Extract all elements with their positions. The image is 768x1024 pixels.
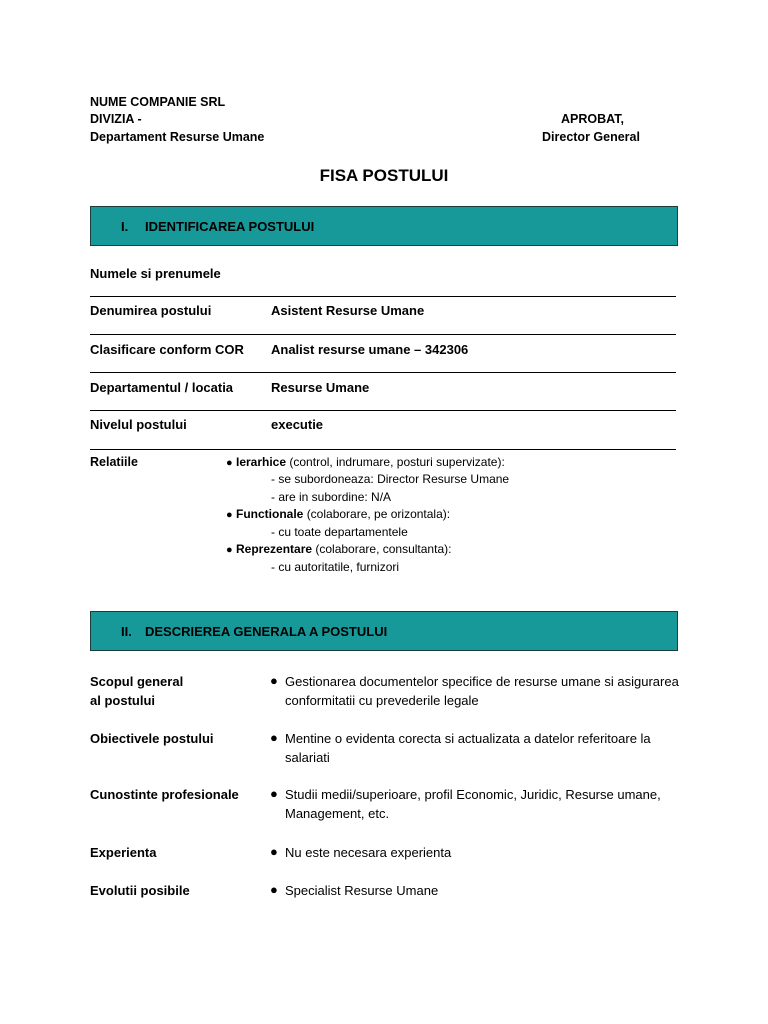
row-label-objectives: Obiectivele postului	[90, 731, 214, 746]
row-value-job-title: Asistent Resurse Umane	[271, 303, 425, 318]
relation-item: - cu autoritatile, furnizori	[271, 560, 400, 574]
relation-item: - se subordoneaza: Director Resurse Umane	[271, 472, 510, 486]
bullet-icon: ●	[270, 882, 278, 897]
relation-hierarchical	[226, 454, 505, 473]
bullet-icon: ●	[226, 457, 233, 469]
row-label-department: Departamentul / locatia	[90, 380, 234, 395]
row-label-evolution: Evolutii posibile	[90, 883, 190, 898]
relation-title: Reprezentare	[236, 542, 313, 556]
relation-title: Ierarhice	[236, 455, 287, 469]
objectives-text-2: salariati	[285, 750, 330, 765]
row-value-level: executie	[271, 417, 324, 432]
section-1-title: IDENTIFICAREA POSTULUI	[145, 219, 315, 234]
relation-representation	[226, 541, 451, 560]
bullet-icon: ●	[270, 786, 278, 801]
approver-title: Director General	[542, 130, 640, 144]
bullet-icon: ●	[226, 509, 233, 521]
purpose-text-2: conformitatii cu prevederile legale	[285, 693, 479, 708]
purpose-text: Gestionarea documentelor specifice de resurse umane si asigurarea	[285, 674, 679, 689]
department: Departament Resurse Umane	[90, 130, 265, 144]
experience-text: Nu este necesara experienta	[285, 845, 452, 860]
relation-desc: (colaborare, consultanta):	[315, 542, 452, 556]
section-1-header	[90, 206, 678, 246]
approved-label: APROBAT,	[561, 112, 624, 126]
divider	[90, 296, 676, 297]
section-2-number: II.	[121, 624, 132, 639]
division: DIVIZIA -	[90, 112, 142, 126]
row-value-cor: Analist resurse umane – 342306	[271, 342, 469, 357]
section-1-number: I.	[121, 219, 129, 234]
row-label-purpose: Scopul general	[90, 674, 184, 689]
relation-desc: (control, indrumare, posturi supervizate):	[289, 455, 505, 469]
row-label-experience: Experienta	[90, 845, 157, 860]
bullet-icon: ●	[270, 673, 278, 688]
row-value-department: Resurse Umane	[271, 380, 370, 395]
evolution-text: Specialist Resurse Umane	[285, 883, 439, 898]
relation-desc: (colaborare, pe orizontala):	[306, 507, 451, 521]
row-label-cor: Clasificare conform COR	[90, 342, 244, 357]
objectives-text: Mentine o evidenta corecta si actualizata a datelor referitoare la	[285, 731, 651, 746]
relation-item: - are in subordine: N/A	[271, 490, 392, 504]
knowledge-text-2: Management, etc.	[285, 806, 390, 821]
section-2-header	[90, 611, 678, 651]
row-label-name: Numele si prenumele	[90, 266, 221, 281]
section-2-title: DESCRIEREA GENERALA A POSTULUI	[145, 624, 388, 639]
divider	[90, 449, 676, 450]
relation-functional	[226, 506, 450, 525]
row-label-purpose-2: al postului	[90, 693, 155, 708]
relations-label: Relatiile	[90, 455, 138, 469]
divider	[90, 372, 676, 373]
relation-item: - cu toate departamentele	[271, 525, 408, 539]
divider	[90, 410, 676, 411]
page-title: FISA POSTULUI	[319, 166, 449, 185]
divider	[90, 334, 676, 335]
bullet-icon: ●	[270, 730, 278, 745]
row-label-level: Nivelul postului	[90, 417, 187, 432]
row-label-knowledge: Cunostinte profesionale	[90, 787, 239, 802]
relation-title: Functionale	[236, 507, 304, 521]
company-name: NUME COMPANIE SRL	[90, 95, 226, 109]
knowledge-text: Studii medii/superioare, profil Economic, Juridic, Resurse umane,	[285, 787, 661, 802]
bullet-icon: ●	[226, 544, 233, 556]
bullet-icon: ●	[270, 844, 278, 859]
row-label-job-title: Denumirea postului	[90, 303, 212, 318]
